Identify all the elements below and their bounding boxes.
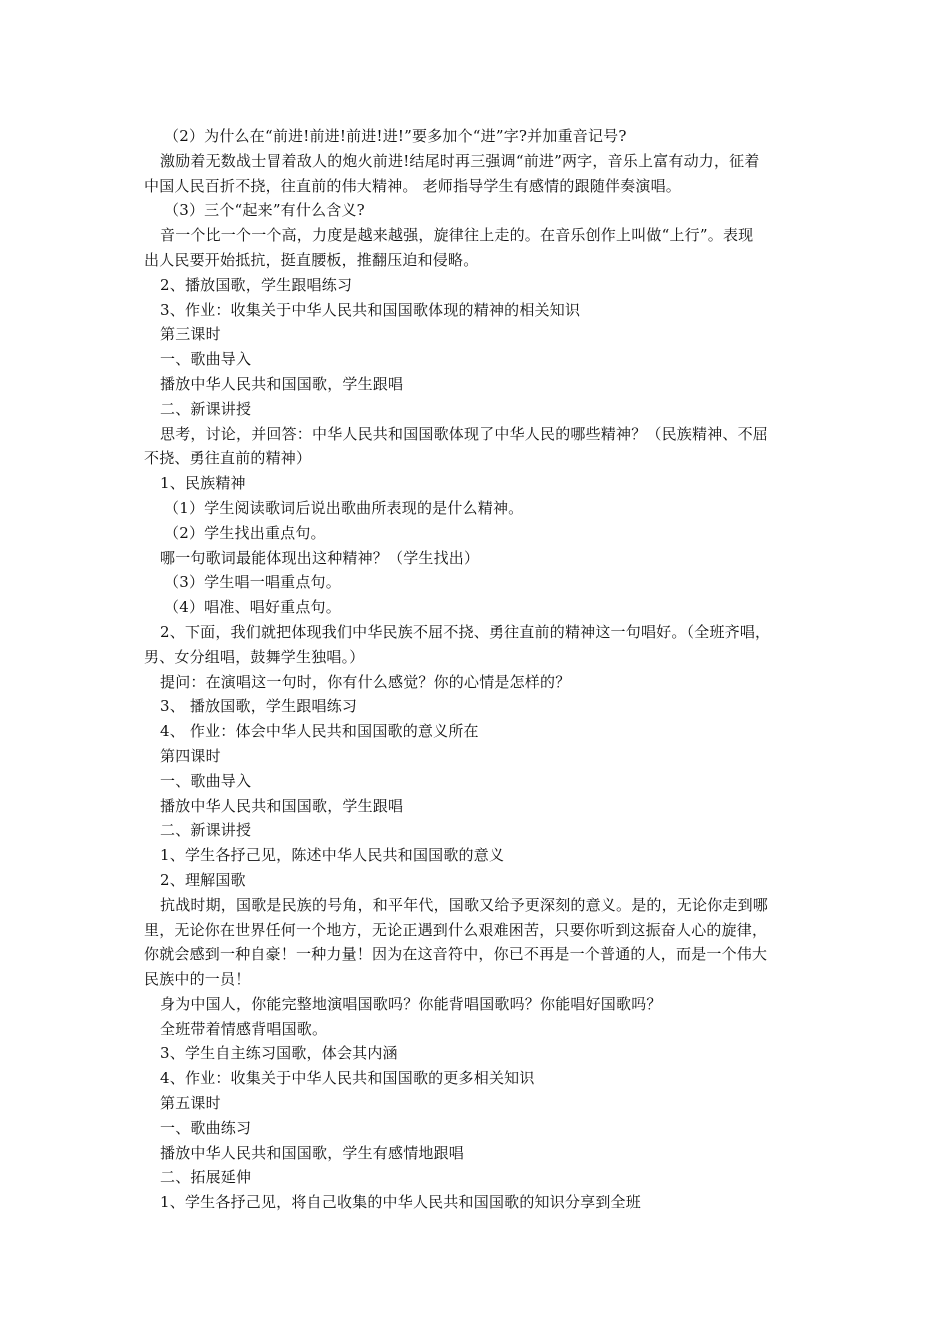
paragraph-line: 思考，讨论，并回答：中华人民共和国国歌体现了中华人民的哪些精神？（民族精神、不屈 — [160, 424, 769, 443]
section-heading: 第五课时 — [160, 1094, 221, 1113]
paragraph-line: 播放中华人民共和国国歌，学生跟唱 — [160, 796, 404, 815]
paragraph-line: 你就会感到一种自豪！一种力量！因为在这音符中，你已不再是一个普通的人，而是一个伟大 — [144, 945, 768, 964]
paragraph-line: 不挠、勇往直前的精神） — [144, 449, 312, 468]
list-item: 1、学生各抒己见，将自己收集的中华人民共和国国歌的知识分享到全班 — [160, 1193, 641, 1212]
subsection-heading: 一、歌曲导入 — [160, 350, 252, 369]
section-heading: 第三课时 — [160, 325, 221, 344]
list-item: 2、理解国歌 — [160, 870, 246, 889]
question-line: （2）为什么在“前进!前进!前进!进!”要多加个“进”字?并加重音记号? — [164, 127, 627, 145]
subsection-heading: 一、歌曲练习 — [160, 1118, 252, 1137]
paragraph-line: 激励着无数战士冒着敌人的炮火前进!结尾时再三强调“前进”两字，音乐上富有动力，征着 — [160, 151, 760, 170]
section-heading: 第四课时 — [160, 746, 221, 765]
question-line: （3）三个“起来”有什么含义? — [164, 201, 365, 220]
list-item: 1、民族精神 — [160, 474, 246, 493]
paragraph-line: 中国人民百折不挠，往直前的伟大精神。 老师指导学生有感情的跟随伴奏演唱。 — [144, 176, 681, 195]
paragraph-line: 里，无论你在世界任何一个地方，无论正遇到什么艰难困苦，只要你听到这振奋人心的旋律， — [144, 920, 768, 939]
paragraph-line: 播放中华人民共和国国歌，学生有感情地跟唱 — [160, 1143, 465, 1162]
list-item: 1、学生各抒己见，陈述中华人民共和国国歌的意义 — [160, 846, 505, 865]
list-item: （4）唱准、唱好重点句。 — [164, 598, 341, 617]
paragraph-line: 出人民要开始抵抗，挺直腰板，推翻压迫和侵略。 — [144, 250, 479, 269]
paragraph-line: 民族中的一员！ — [144, 970, 251, 989]
list-item: 3、作业：收集关于中华人民共和国国歌体现的精神的相关知识 — [160, 300, 581, 319]
list-item: （3）学生唱一唱重点句。 — [164, 573, 341, 592]
list-item: 2、播放国歌，学生跟唱练习 — [160, 275, 353, 294]
list-item: （1）学生阅读歌词后说出歌曲所表现的是什么精神。 — [164, 498, 524, 517]
paragraph-line: 男、女分组唱，鼓舞学生独唱。） — [144, 647, 365, 666]
paragraph-line: 全班带着情感背唱国歌。 — [160, 1019, 328, 1038]
paragraph-line: 抗战时期，国歌是民族的号角，和平年代，国歌又给予更深刻的意义。是的，无论你走到哪 — [160, 895, 769, 914]
list-item: 2、下面，我们就把体现我们中华民族不屈不挠、勇往直前的精神这一句唱好。（全班齐唱， — [160, 622, 771, 641]
subsection-heading: 二、新课讲授 — [160, 821, 252, 840]
subsection-heading: 二、拓展延伸 — [160, 1168, 252, 1187]
paragraph-line: 身为中国人，你能完整地演唱国歌吗？你能背唱国歌吗？你能唱好国歌吗？ — [160, 994, 662, 1013]
list-item: 3、 播放国歌，学生跟唱练习 — [160, 697, 358, 716]
paragraph-line: 提问：在演唱这一句时，你有什么感觉？你的心情是怎样的？ — [160, 672, 571, 691]
paragraph-line: 哪一句歌词最能体现出这种精神？（学生找出） — [160, 548, 480, 567]
subsection-heading: 一、歌曲导入 — [160, 771, 252, 790]
paragraph-line: 播放中华人民共和国国歌，学生跟唱 — [160, 374, 404, 393]
subsection-heading: 二、新课讲授 — [160, 399, 252, 418]
list-item: 4、 作业：体会中华人民共和国国歌的意义所在 — [160, 722, 479, 741]
list-item: （2）学生找出重点句。 — [164, 523, 326, 542]
list-item: 4、作业：收集关于中华人民共和国国歌的更多相关知识 — [160, 1069, 535, 1088]
document-body — [144, 124, 816, 1215]
list-item: 3、学生自主练习国歌，体会其内涵 — [160, 1044, 398, 1063]
paragraph-line: 音一个比一个一个高，力度是越来越强，旋律往上走的。在音乐创作上叫做“上行”。表现 — [160, 226, 754, 245]
